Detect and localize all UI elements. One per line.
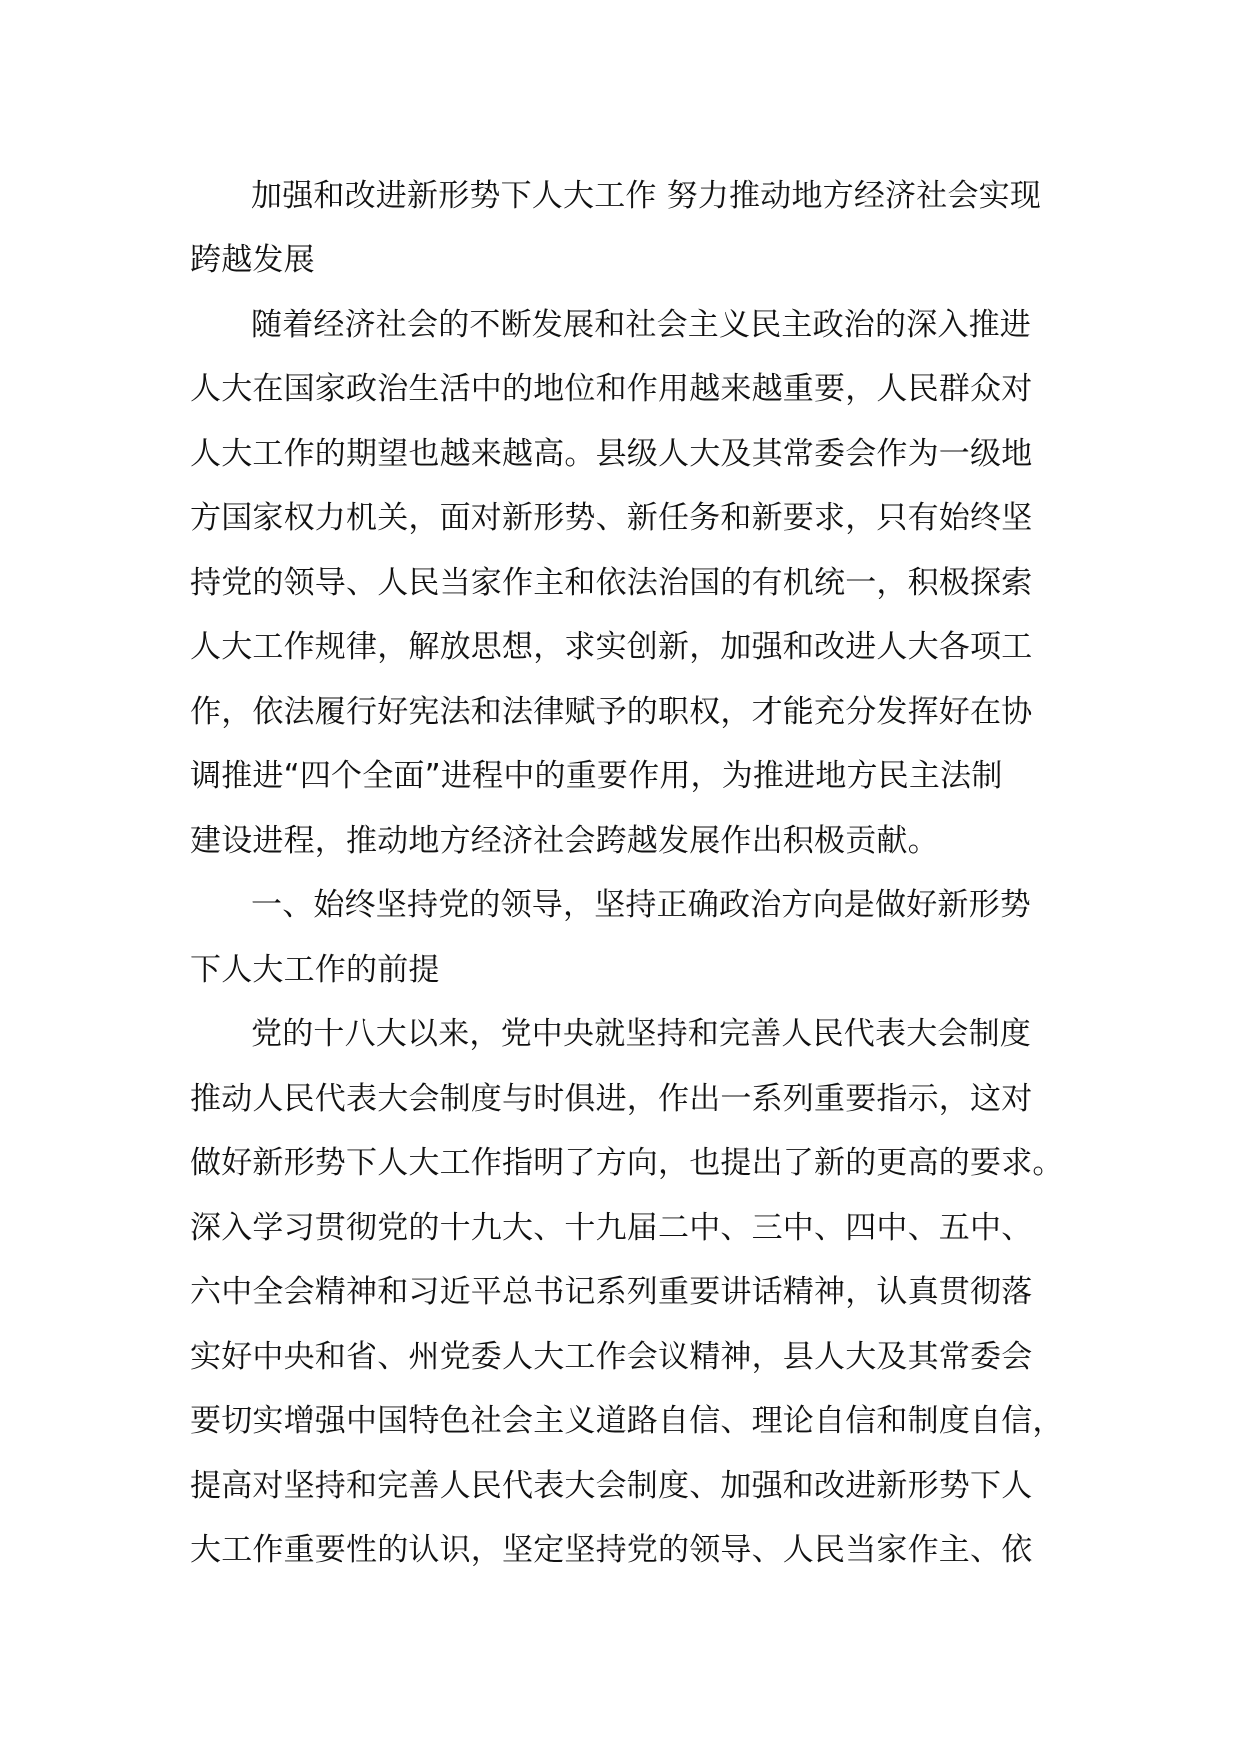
paragraph-line: 人大在国家政治生活中的地位和作用越来越重要，人民群众对	[190, 371, 1033, 407]
document-title-line-1: 加强和改进新形势下人大工作 努力推动地方经济社会实现	[251, 178, 1042, 214]
paragraph-line: 六中全会精神和习近平总书记系列重要讲话精神，认真贯彻落	[190, 1274, 1033, 1310]
section-heading-line: 下人大工作的前提	[190, 952, 440, 988]
paragraph-line: 大工作重要性的认识，坚定坚持党的领导、人民当家作主、依	[190, 1532, 1033, 1568]
paragraph-line: 方国家权力机关，面对新形势、新任务和新要求，只有始终坚	[190, 500, 1033, 536]
paragraph-line: 调推进“四个全面”进程中的重要作用，为推进地方民主法制	[190, 758, 1003, 794]
paragraph-line: 做好新形势下人大工作指明了方向，也提出了新的更高的要求。	[190, 1145, 1064, 1181]
paragraph-line: 随着经济社会的不断发展和社会主义民主政治的深入推进	[251, 307, 1031, 343]
paragraph-line: 实好中央和省、州党委人大工作会议精神，县人大及其常委会	[190, 1339, 1033, 1375]
paragraph-line: 推动人民代表大会制度与时俱进，作出一系列重要指示，这对	[190, 1081, 1033, 1117]
paragraph-line: 要切实增强中国特色社会主义道路自信、理论自信和制度自信，	[190, 1403, 1064, 1439]
paragraph-line: 人大工作的期望也越来越高。县级人大及其常委会作为一级地	[190, 436, 1033, 472]
paragraph-line: 作，依法履行好宪法和法律赋予的职权，才能充分发挥好在协	[190, 694, 1033, 730]
paragraph-line: 党的十八大以来，党中央就坚持和完善人民代表大会制度	[251, 1016, 1031, 1052]
section-heading-line: 一、始终坚持党的领导，坚持正确政治方向是做好新形势	[251, 887, 1031, 923]
paragraph-line: 持党的领导、人民当家作主和依法治国的有机统一，积极探索	[190, 565, 1033, 601]
document-title-line-2: 跨越发展	[190, 242, 315, 278]
paragraph-line: 提高对坚持和完善人民代表大会制度、加强和改进新形势下人	[190, 1468, 1033, 1504]
paragraph-line: 深入学习贯彻党的十九大、十九届二中、三中、四中、五中、	[190, 1210, 1033, 1246]
paragraph-line: 建设进程，推动地方经济社会跨越发展作出积极贡献。	[190, 823, 939, 859]
paragraph-line: 人大工作规律，解放思想，求实创新，加强和改进人大各项工	[190, 629, 1033, 665]
